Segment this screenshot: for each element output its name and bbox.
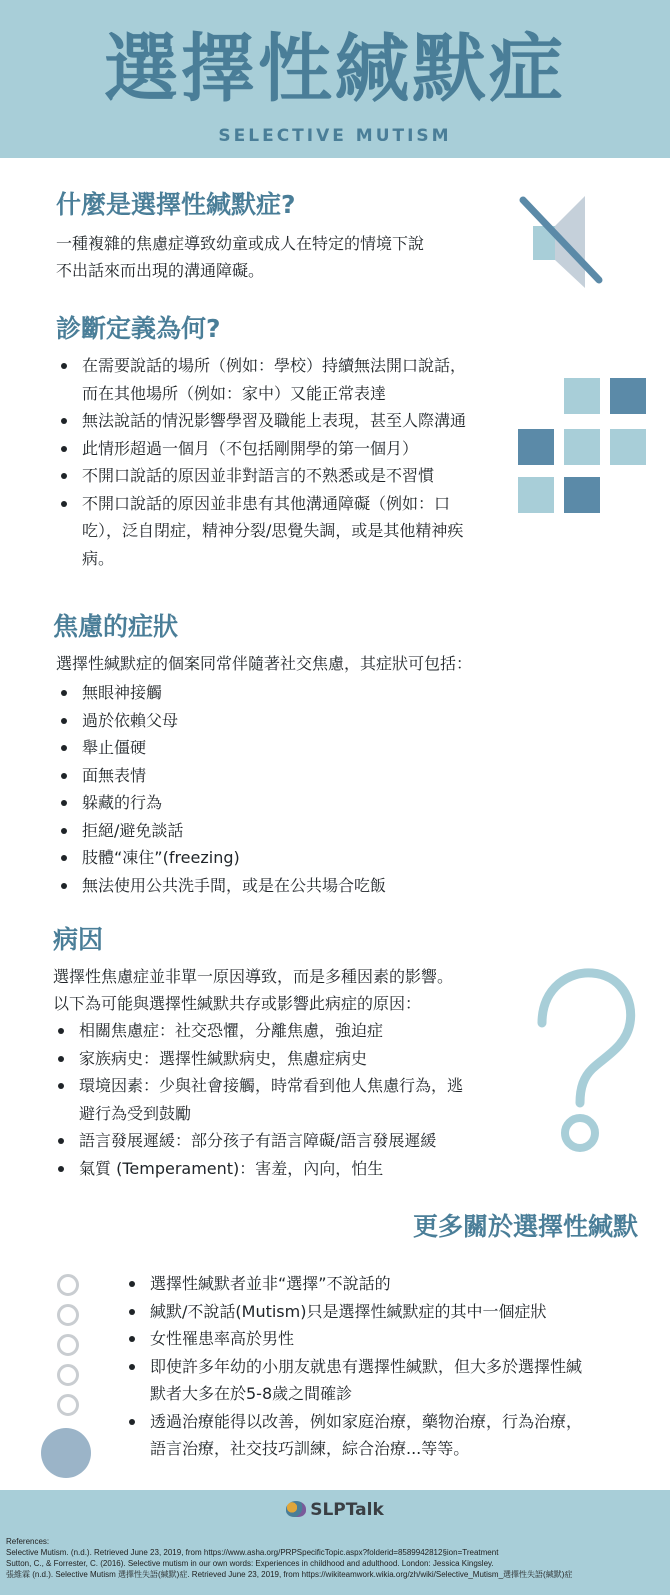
brand (0, 1500, 670, 1520)
list-item: 過於依賴父母 (56, 707, 573, 735)
list-item: 拒絕/避免談話 (56, 817, 573, 845)
list-item: 相關焦慮症：社交恐懼，分離焦慮，強迫症 (53, 1017, 513, 1045)
references-label: References: (6, 1537, 50, 1546)
decor-square (564, 378, 600, 414)
anxiety-heading: 焦慮的症狀 (53, 612, 179, 641)
section-diagnosis (56, 312, 526, 572)
timeline-dot (57, 1304, 79, 1326)
causes-heading: 病因 (53, 925, 104, 954)
section-anxiety (53, 610, 573, 899)
anxiety-intro: 選擇性緘默症的個案同常伴隨著社交焦慮，其症狀可包括： (56, 654, 473, 673)
page-title: 選擇性緘默症 (104, 26, 566, 112)
list-item: 語言發展遲緩：部分孩子有語言障礙/語言發展遲緩 (53, 1127, 513, 1155)
decor-square (518, 429, 554, 465)
list-item: 舉止僵硬 (56, 734, 573, 762)
timeline-dot (57, 1334, 79, 1356)
list-item: 女性罹患率高於男性 (124, 1325, 644, 1353)
decor-square (564, 429, 600, 465)
timeline-dot (57, 1364, 79, 1386)
list-item: 躲藏的行為 (56, 789, 573, 817)
section-more (124, 1270, 644, 1463)
list-item: 環境因素：少與社會接觸，時常看到他人焦慮行為，逃 避行為受到鼓勵 (53, 1072, 513, 1127)
list-item: 透過治療能得以改善，例如家庭治療，藥物治療，行為治療， 語言治療，社交技巧訓練，綜合治療...等等。 (124, 1408, 644, 1463)
timeline-big-dot (41, 1428, 91, 1478)
diagnosis-heading: 診斷定義為何? (56, 314, 221, 343)
list-item: 氣質 (Temperament)：害羞，內向，怕生 (53, 1155, 513, 1183)
list-item: 家族病史：選擇性緘默病史，焦慮症病史 (53, 1045, 513, 1073)
timeline-dot (57, 1274, 79, 1296)
list-item: 選擇性緘默者並非“選擇”不說話的 (124, 1270, 644, 1298)
list-item: 無眼神接觸 (56, 679, 573, 707)
decor-square (564, 477, 600, 513)
question-mark-icon (522, 965, 642, 1165)
decor-square (610, 378, 646, 414)
list-item: 面無表情 (56, 762, 573, 790)
decor-square (518, 477, 554, 513)
header-banner (0, 0, 670, 158)
anxiety-list (56, 679, 573, 899)
what-is-heading: 什麼是選擇性緘默症? (56, 190, 296, 219)
diagnosis-list (56, 352, 526, 572)
causes-intro-line: 選擇性焦慮症並非單一原因導致，而是多種因素的影響。 (53, 967, 454, 986)
what-is-line: 一種複雜的焦慮症導致幼童或成人在特定的情境下說 (56, 234, 425, 253)
causes-list (53, 1017, 513, 1182)
what-is-line: 不出話來而出現的溝通障礙。 (56, 261, 265, 280)
list-item: 無法使用公共洗手間，或是在公共場合吃飯 (56, 872, 573, 900)
references (6, 1536, 666, 1580)
reference-item: 張維霖 (n.d.). Selective Mutism 選擇性失語(緘默)症. Retrieved June 23, 2019, from https://wikiteamwork.wikia.org/zh/wiki/Selective_Mutism_選擇性失語(緘默)症 (6, 1570, 573, 1579)
page-subtitle: SELECTIVE MUTISM (218, 126, 452, 146)
section-causes (53, 923, 513, 1182)
causes-intro-line: 以下為可能與選擇性緘默共存或影響此病症的原因： (53, 994, 422, 1013)
more-list (124, 1270, 644, 1463)
footer (0, 1490, 670, 1595)
list-item: 不開口說話的原因並非患有其他溝通障礙（例如：口 吃），泛自閉症，精神分裂/思覺失調，或是其他精神疾 病。 (56, 490, 526, 573)
decor-square (610, 429, 646, 465)
reference-item: Sutton, C., & Forrester, C. (2016). Selective mutism in our own words: Experiences in childhood and adulthood. London: Jessica Kingsley. (6, 1559, 494, 1568)
list-item: 此情形超過一個月（不包括剛開學的第一個月） (56, 435, 526, 463)
list-item: 肢體“凍住”(freezing) (56, 844, 573, 872)
list-item: 不開口說話的原因並非對語言的不熟悉或是不習慣 (56, 462, 526, 490)
more-heading: 更多關於選擇性緘默 (412, 1212, 638, 1241)
section-what-is (56, 188, 496, 284)
speaker-muted-icon (515, 188, 615, 298)
list-item: 無法說話的情況影響學習及職能上表現，甚至人際溝通 (56, 407, 526, 435)
list-item: 即使許多年幼的小朋友就患有選擇性緘默，但大多於選擇性緘 默者大多在於5-8歲之間確診 (124, 1353, 644, 1408)
list-item: 在需要說話的場所（例如：學校）持續無法開口說話， 而在其他場所（例如：家中）又能正常表達 (56, 352, 526, 407)
list-item: 緘默/不說話(Mutism)只是選擇性緘默症的其中一個症狀 (124, 1298, 644, 1326)
brand-name: SLPTalk (310, 1500, 384, 1520)
timeline-dot (57, 1394, 79, 1416)
brain-logo-icon (286, 1501, 306, 1517)
reference-item: Selective Mutism. (n.d.). Retrieved June 23, 2019, from https://www.asha.org/PRPSpecificTopic.aspx?folderid=8589942812§ion=Treatment (6, 1548, 499, 1557)
